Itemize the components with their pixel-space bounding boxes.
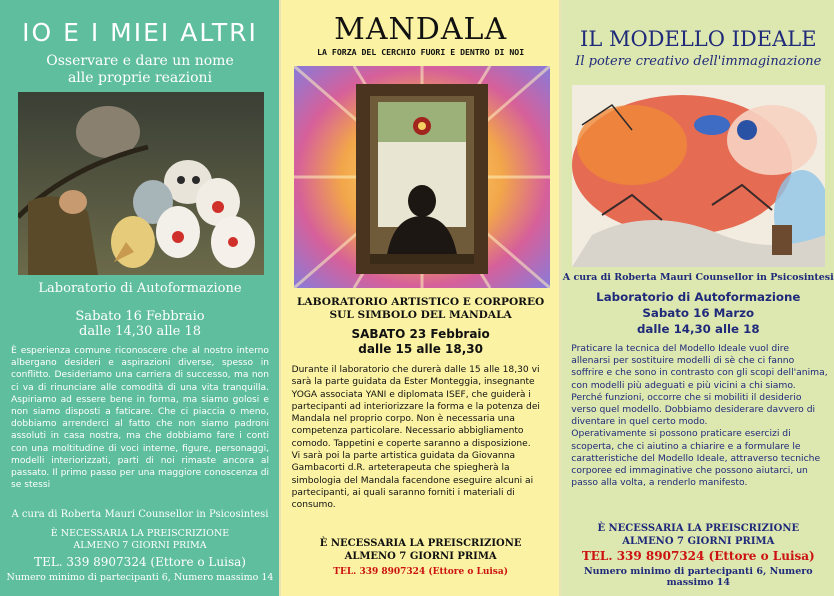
mandala-window-photo	[294, 66, 550, 288]
left-date-line1: Sabato 16 Febbraio	[75, 309, 205, 324]
middle-lab-line1: LABORATORIO ARTISTICO E CORPOREO	[296, 296, 545, 308]
right-presc-line1: È NECESSARIA LA PREISCRIZIONE	[597, 523, 800, 534]
right-lab-line2: Sabato 16 Marzo	[642, 306, 755, 320]
right-participants-limit: Numero minimo di partecipanti 6, Numero massimo 14	[583, 566, 813, 588]
left-subtitle-line1: Osservare e dare un nome	[46, 53, 234, 69]
left-presc-line1: È NECESSARIA LA PREISCRIZIONE	[50, 528, 230, 539]
right-preregistration	[561, 522, 834, 548]
middle-date	[281, 327, 560, 357]
middle-presc-line2: ALMENO 7 GIORNI PRIMA	[344, 551, 497, 562]
chagall-painting	[572, 85, 825, 267]
middle-lab-title	[281, 296, 560, 322]
middle-body-paragraph-1: Durante il laboratorio che durerà dalle 15 alle 18,30 vi sarà la parte guidata da Ester Monteggia, insegnante YOGA associata YANI e diplomata ISEF, che guiderà i partecipanti ad interiorizzare la forma e la potenza dei Mandala nel proprio corpo. Non è necessaria una competenza particolare. Necessario abbigliamento comodo. Tappetini e coperte saranno a disposizione.	[291, 365, 540, 449]
right-phone: TEL. 339 8907324 (Ettore o Luisa)	[581, 549, 815, 563]
right-body-text	[571, 343, 829, 489]
middle-phone: TEL. 339 8907324 (Ettore o Luisa)	[333, 567, 508, 577]
right-title: IL MODELLO IDEALE	[580, 27, 817, 51]
middle-panel	[281, 0, 560, 596]
left-body-text: È esperienza comune riconoscere che al nostro interno albergano desideri e aspirazioni diverse, spesso in conflitto. Desideriamo una carriera di successo, ma non ci va di rinunciare alle comodità di una vita tranquilla. Aspiriamo ad essere bene in forma, ma siamo golosi e non siamo disposti a faticare. Che ci piaccia o meno, dobbiamo arrenderci al fatto che non siamo padroni assoluti in casa nostra, ma che dobbiamo fare i conti con una moltitudine di voci interne, figure, personaggi, modelli interiorizzati, parti di noi rimaste ancora al passato. Il primo passo per una maggiore conoscenza di se stessi	[11, 346, 269, 491]
middle-preregistration	[281, 537, 560, 563]
middle-date-line2: dalle 15 alle 18,30	[358, 342, 483, 356]
right-body-paragraph-2: Operativamente si possono praticare esercizi di scoperta, che ci aiutino a chiarire e a formulare le caratteristiche del Modello Ideale, attraverso tecniche corporee ed immaginative che possono aiutarci, un passo alla volta, a renderlo manifesto.	[571, 428, 821, 489]
left-title: IO E I MIEI ALTRI	[22, 18, 258, 47]
right-presc-line2: ALMENO 7 GIORNI PRIMA	[622, 536, 775, 547]
left-panel	[0, 0, 279, 596]
left-presc-line2: ALMENO 7 GIORNI PRIMA	[73, 540, 207, 551]
left-subtitle-line2: alle proprie reazioni	[67, 70, 213, 86]
right-panel	[561, 0, 834, 596]
left-date	[0, 309, 279, 339]
left-subtitle	[0, 53, 279, 87]
left-phone: TEL. 339 8907324 (Ettore o Luisa)	[34, 555, 246, 569]
middle-title: MANDALA	[334, 12, 508, 47]
left-date-line2: dalle 14,30 alle 18	[79, 324, 201, 339]
right-lab-block	[561, 289, 834, 337]
left-preregistration	[0, 528, 279, 552]
middle-lab-line2: SUL SIMBOLO DEL MANDALA	[329, 309, 512, 321]
middle-subtitle: LA FORZA DEL CERCHIO FUORI E DENTRO DI NOI	[317, 47, 525, 57]
right-subtitle: Il potere creativo dell'immaginazione	[575, 54, 822, 69]
middle-date-line1: SABATO 23 Febbraio	[351, 327, 490, 341]
left-participants-limit: Numero minimo di partecipanti 6, Numero massimo 14	[6, 572, 274, 583]
right-curator: A cura di Roberta Mauri Counsellor in Psicosintesi	[562, 272, 834, 283]
left-curator: A cura di Roberta Mauri Counsellor in Psicosintesi	[11, 509, 269, 520]
left-lab-title: Laboratorio di Autoformazione	[38, 281, 242, 296]
right-lab-line1: Laboratorio di Autoformazione	[596, 290, 801, 304]
right-lab-line3: dalle 14,30 alle 18	[636, 322, 760, 336]
middle-body-text	[292, 364, 554, 512]
middle-body-paragraph-2: Vi sarà poi la parte artistica guidata da Giovanna Gambacorti d.R. arteterapeuta che spiegherà la simbologia del Mandala facendone eseguire alcuni ai partecipanti, ai quali saranno forniti i materiali di consumo.	[291, 451, 534, 511]
middle-presc-line1: È NECESSARIA LA PREISCRIZIONE	[319, 538, 522, 549]
masks-painting	[18, 92, 264, 275]
right-body-paragraph-1: Praticare la tecnica del Modello Ideale vuol dire allenarsi per sostituire modelli di sè che ci fanno soffrire e che sono in contrasto con gli scopi dell'anima, con modelli più adeguati e più vicini a chi siamo. Perché funzioni, occorre che si mobiliti il desiderio verso quel modello. Dobbiamo desiderare davvero di diventare in quel certo modo.	[571, 343, 828, 428]
